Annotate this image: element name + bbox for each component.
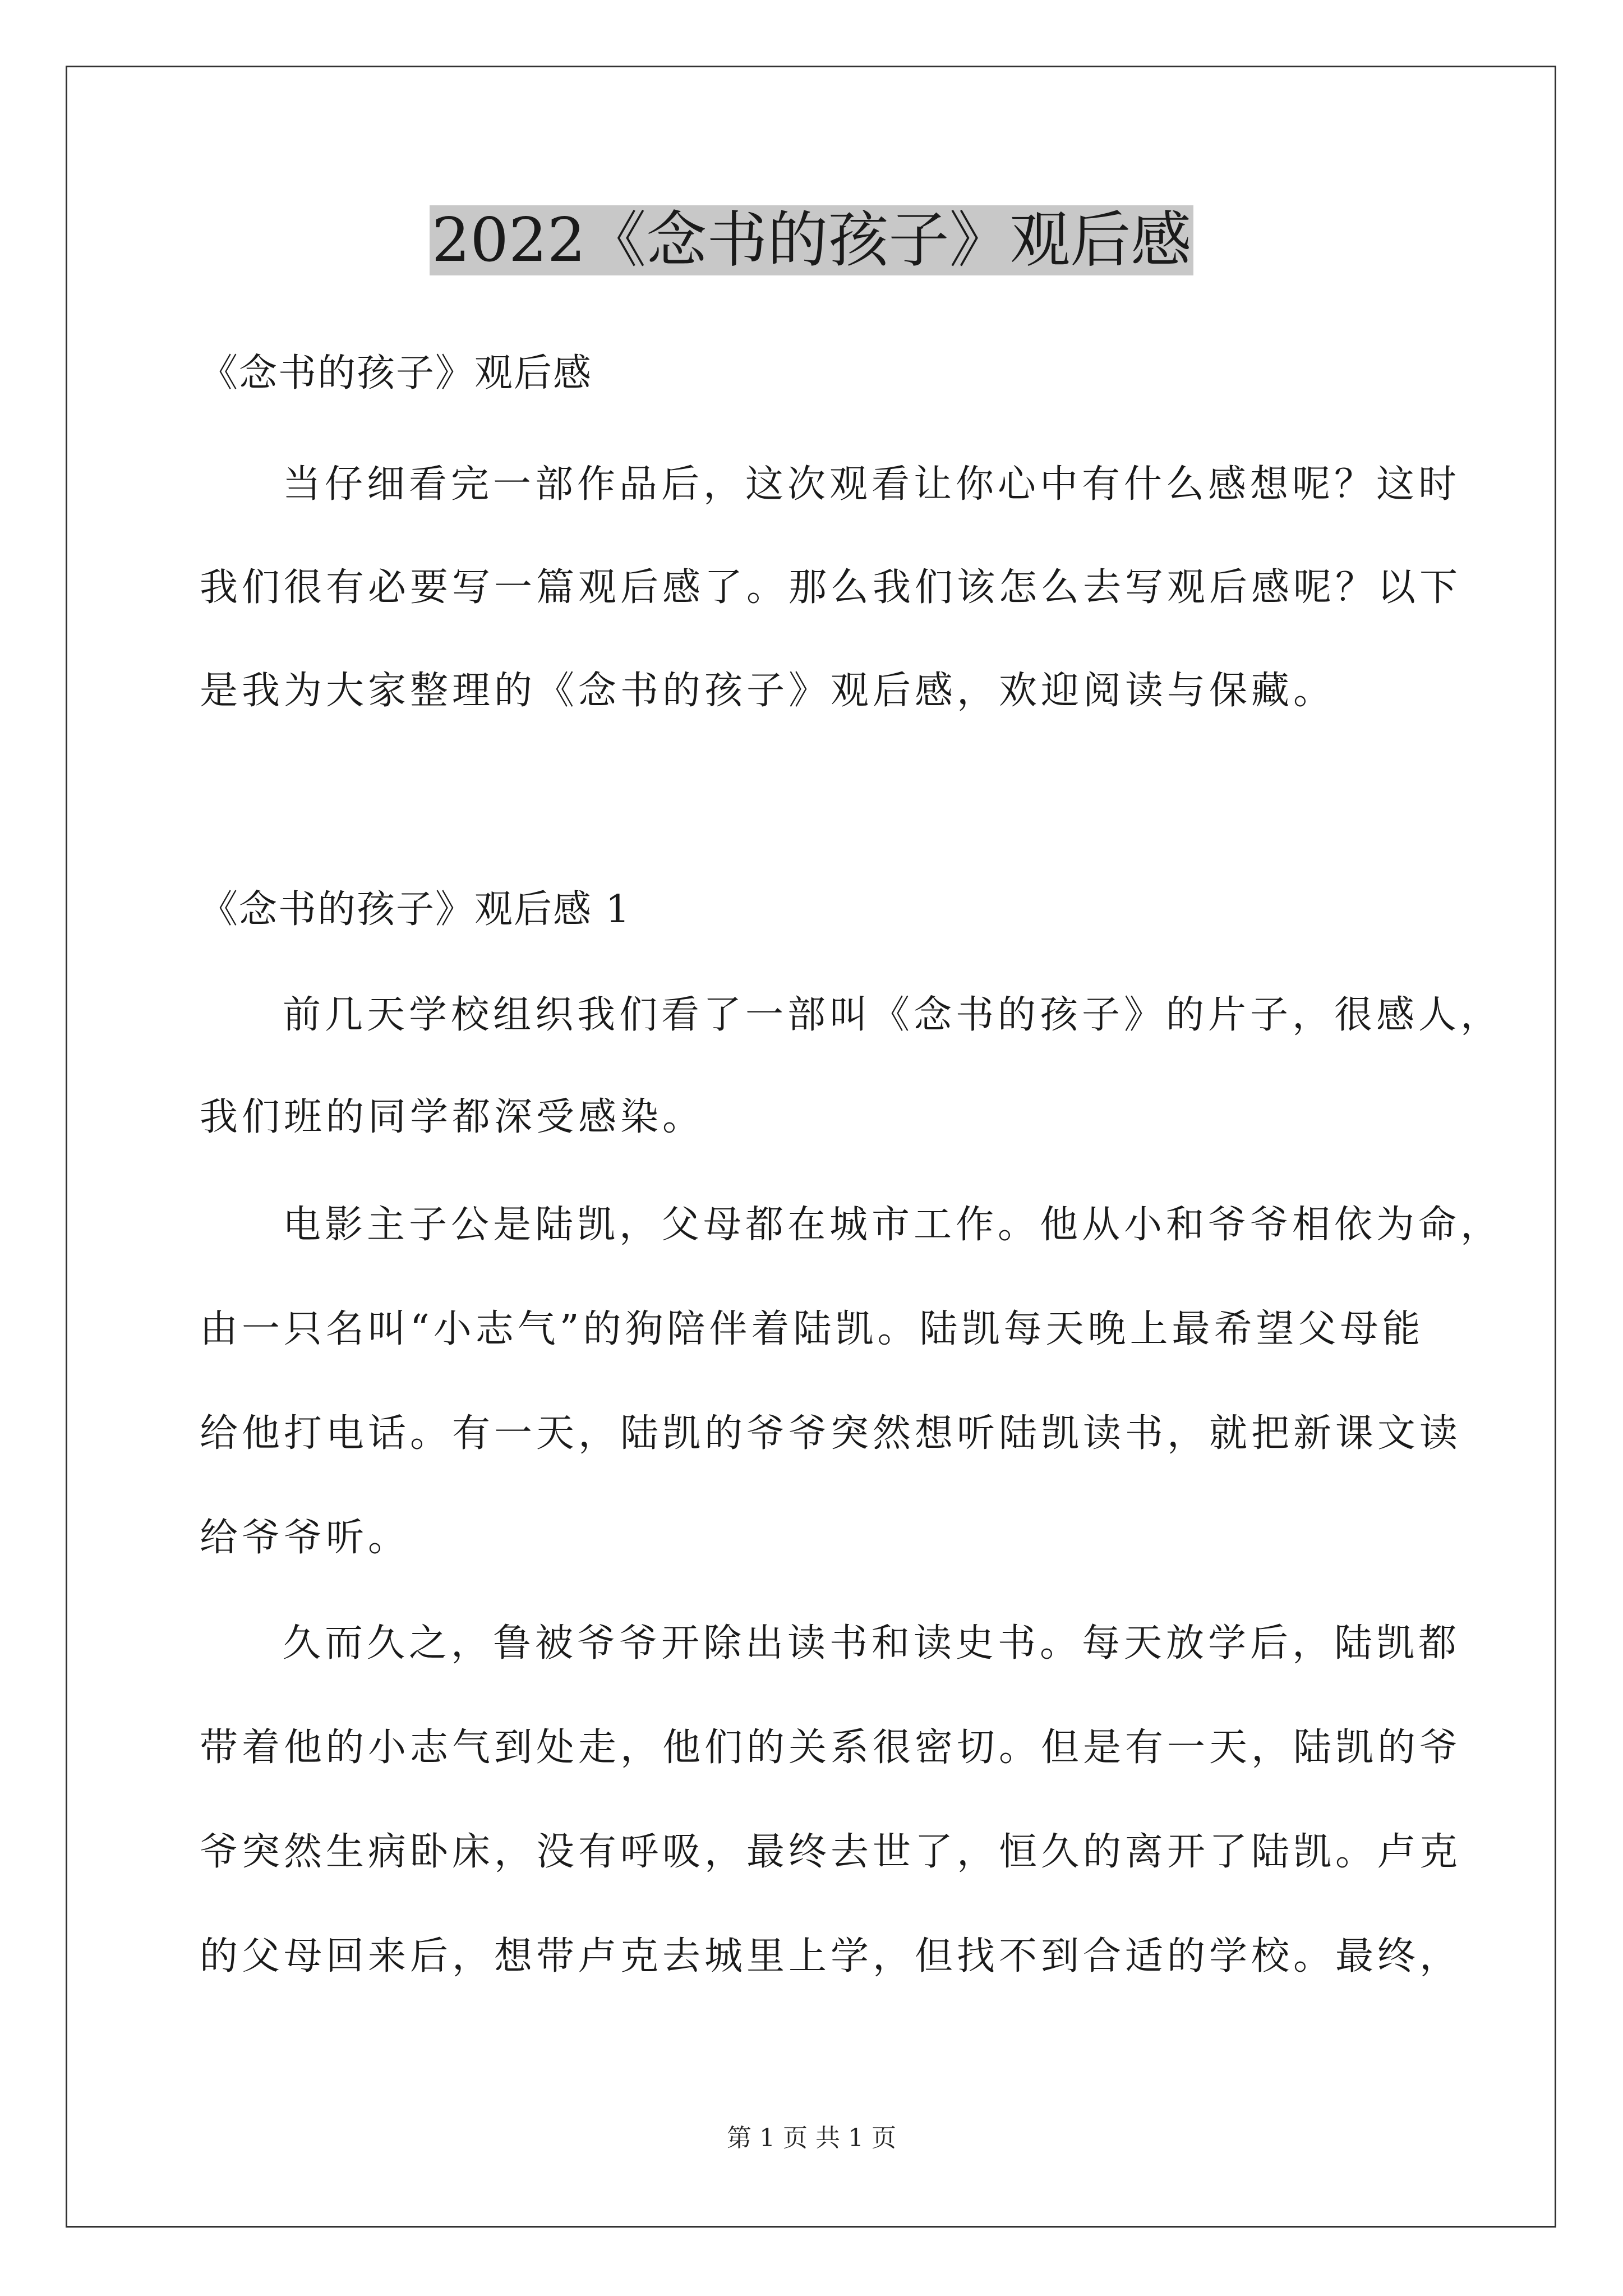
paragraph-line: 我们班的同学都深受感染。	[200, 1095, 705, 1139]
section-heading: 《念书的孩子》观后感 1	[200, 887, 631, 932]
paragraph-line: 当仔细看完一部作品后，这次观看让你心中有什么感想呢？这时	[283, 462, 1461, 507]
section-heading: 《念书的孩子》观后感	[200, 351, 593, 395]
paragraph-line: 给他打电话。有一天，陆凯的爷爷突然想听陆凯读书，就把新课文读	[200, 1411, 1462, 1456]
document-title	[0, 204, 1623, 277]
paragraph-line: 我们很有必要写一篇观后感了。那么我们该怎么去写观后感呢？以下	[200, 565, 1462, 610]
paragraph-line: 久而久之，鲁被爷爷开除出读书和读史书。每天放学后，陆凯都	[283, 1621, 1461, 1665]
paragraph-line: 电影主子公是陆凯，父母都在城市工作。他从小和爷爷相依为命，	[283, 1203, 1503, 1247]
paragraph-line: 爷突然生病卧床，没有呼吸，最终去世了，恒久的离开了陆凯。卢克	[200, 1830, 1462, 1874]
paragraph-line: 给爷爷听。	[200, 1516, 411, 1560]
paragraph-line: 带着他的小志气到处走，他们的关系很密切。但是有一天，陆凯的爷	[200, 1726, 1462, 1770]
paragraph-line: 是我为大家整理的《念书的孩子》观后感，欢迎阅读与保藏。	[200, 669, 1336, 713]
paragraph-line: 前几天学校组织我们看了一部叫《念书的孩子》的片子，很感人，	[283, 993, 1503, 1037]
page-footer: 第 1 页 共 1 页	[727, 2124, 896, 2152]
paragraph-line: 由一只名叫“小志气”的狗陪伴着陆凯。陆凯每天晚上最希望父母能	[200, 1307, 1424, 1351]
paragraph-line: 的父母回来后，想带卢克去城里上学，但找不到合适的学校。最终，	[200, 1934, 1462, 1978]
title-highlight: 2022《念书的孩子》观后感	[430, 205, 1194, 275]
